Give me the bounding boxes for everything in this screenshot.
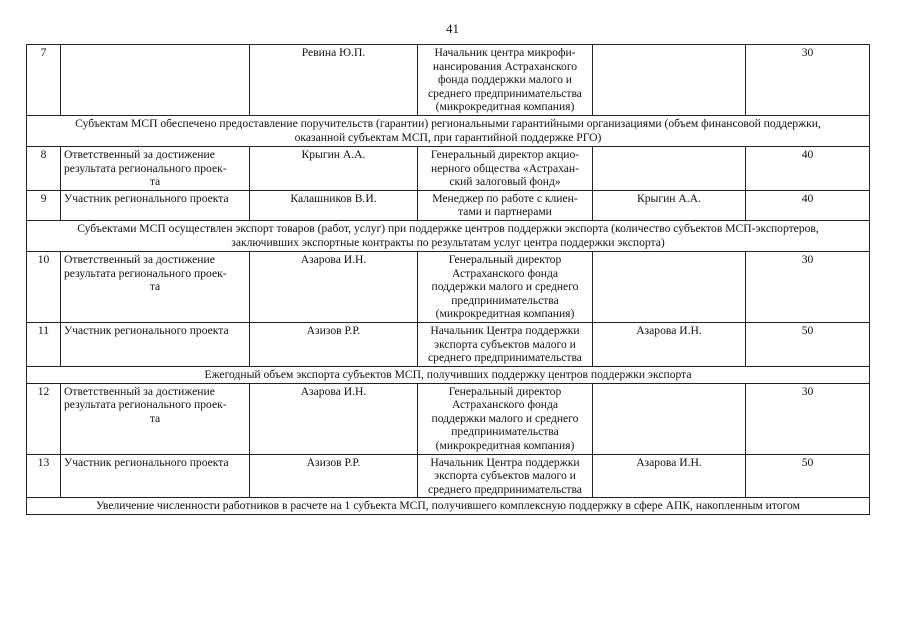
position-line: тами и партнерами [458, 205, 552, 219]
row-number: 7 [27, 45, 61, 116]
table-body [27, 45, 870, 515]
section-heading-line: Увеличение численности работников в расчете на 1 субъекта МСП, получившего комплексную поддержку в сфере АПК, накопленным итогом [96, 499, 800, 513]
position-line: Начальник Центра поддержки [430, 323, 580, 337]
table-row [27, 454, 870, 498]
position-cell [418, 190, 593, 220]
role-line: результата регионального проек- [64, 161, 227, 175]
section-row [27, 498, 870, 515]
position-cell [418, 322, 593, 366]
role-line: Ответственный за достижение [64, 252, 215, 266]
position-line: Астраханского фонда [451, 398, 559, 412]
role-line: Ответственный за достижение [64, 147, 215, 161]
position-cell [418, 383, 593, 454]
supervisor-name: Крыгин А.А. [593, 190, 746, 220]
section-row [27, 115, 870, 146]
employment-percent: 40 [746, 190, 870, 220]
supervisor-name [593, 383, 746, 454]
role-line: результата регионального проек- [64, 398, 227, 412]
position-line: поддержки малого и среднего [431, 411, 579, 425]
position-cell [418, 251, 593, 322]
position-line: Начальник центра микрофи- [434, 46, 576, 59]
position-line: предпринимательства [451, 293, 559, 307]
role-cell [61, 190, 250, 220]
position-line: Астраханского фонда [451, 266, 559, 280]
position-cell [418, 45, 593, 116]
table-row [27, 146, 870, 190]
section-heading [27, 498, 870, 515]
role-line: Участник регионального проекта [64, 191, 229, 205]
section-heading [27, 366, 870, 383]
role-line: та [149, 411, 161, 425]
row-number: 8 [27, 146, 61, 190]
person-name: Азарова И.Н. [250, 251, 418, 322]
section-heading-line: оказанной субъектам МСП, при гарантийной поддержке РГО) [294, 130, 602, 144]
section-heading-line: Субъектам МСП обеспечено предоставление поручительств (гарантии) региональными гарантийными организациями (объем финансовой поддержки, [75, 116, 821, 130]
role-cell [61, 454, 250, 498]
position-line: нансирования Астраханского [432, 59, 578, 73]
position-line: (микрокредитная компания) [435, 439, 575, 453]
table-row [27, 322, 870, 366]
position-cell [418, 454, 593, 498]
position-line: среднего предпринимательства [428, 482, 582, 496]
responsibility-table [26, 44, 870, 515]
role-line: результата регионального проек- [64, 266, 227, 280]
person-name: Крыгин А.А. [250, 146, 418, 190]
row-number: 12 [27, 383, 61, 454]
role-cell [61, 146, 250, 190]
supervisor-name [593, 146, 746, 190]
role-cell [61, 322, 250, 366]
person-name: Азизов Р.Р. [250, 454, 418, 498]
row-number: 9 [27, 190, 61, 220]
person-name: Азизов Р.Р. [250, 322, 418, 366]
person-name: Калашников В.И. [250, 190, 418, 220]
employment-percent: 30 [746, 45, 870, 116]
row-number: 11 [27, 322, 61, 366]
section-row [27, 220, 870, 251]
position-line: Генеральный директор акцио- [430, 147, 580, 161]
role-cell [61, 383, 250, 454]
position-line: Генеральный директор [448, 252, 562, 266]
table-row [27, 383, 870, 454]
section-heading [27, 220, 870, 251]
position-cell [418, 146, 593, 190]
section-heading-line: Субъектами МСП осуществлен экспорт товаров (работ, услуг) при поддержке центров поддержки экспорта (количество субъектов МСП-экспортеров, [77, 221, 819, 235]
section-heading [27, 115, 870, 146]
person-name: Азарова И.Н. [250, 383, 418, 454]
table-row [27, 251, 870, 322]
supervisor-name [593, 251, 746, 322]
position-line: Менеджер по работе с клиен- [432, 191, 578, 205]
role-cell [61, 45, 250, 116]
section-heading-line: Ежегодный объем экспорта субъектов МСП, получивших поддержку центров поддержки экспорта [204, 367, 692, 381]
position-line: экспорта субъектов малого и [434, 337, 576, 351]
employment-percent: 30 [746, 383, 870, 454]
role-line: та [149, 280, 161, 294]
position-line: нерного общества «Астрахан- [431, 161, 579, 175]
position-line: фонда поддержки малого и [437, 73, 573, 87]
role-line: та [149, 175, 161, 189]
section-row [27, 366, 870, 383]
supervisor-name [593, 45, 746, 116]
position-line: (микрокредитная компания) [435, 100, 575, 114]
position-line: ский залоговый фонд» [449, 175, 561, 189]
employment-percent: 40 [746, 146, 870, 190]
role-line: Ответственный за достижение [64, 384, 215, 398]
position-line: экспорта субъектов малого и [434, 469, 576, 483]
position-line: (микрокредитная компания) [435, 307, 575, 321]
table-row [27, 190, 870, 220]
role-line: Участник регионального проекта [64, 323, 229, 337]
position-line: поддержки малого и среднего [431, 280, 579, 294]
employment-percent: 30 [746, 251, 870, 322]
supervisor-name: Азарова И.Н. [593, 454, 746, 498]
row-number: 13 [27, 454, 61, 498]
person-name: Ревина Ю.П. [250, 45, 418, 116]
role-cell [61, 251, 250, 322]
supervisor-name: Азарова И.Н. [593, 322, 746, 366]
role-line: Участник регионального проекта [64, 455, 229, 469]
position-line: среднего предпринимательства [428, 86, 582, 100]
section-heading-line: заключивших экспортные контракты по результатам услуг центра поддержки экспорта) [231, 235, 665, 249]
table-row [27, 45, 870, 116]
employment-percent: 50 [746, 322, 870, 366]
position-line: предпринимательства [451, 425, 559, 439]
position-line: Начальник Центра поддержки [430, 455, 580, 469]
position-line: Генеральный директор [448, 384, 562, 398]
position-line: среднего предпринимательства [428, 351, 582, 365]
row-number: 10 [27, 251, 61, 322]
page-number: 41 [446, 21, 459, 36]
employment-percent: 50 [746, 454, 870, 498]
